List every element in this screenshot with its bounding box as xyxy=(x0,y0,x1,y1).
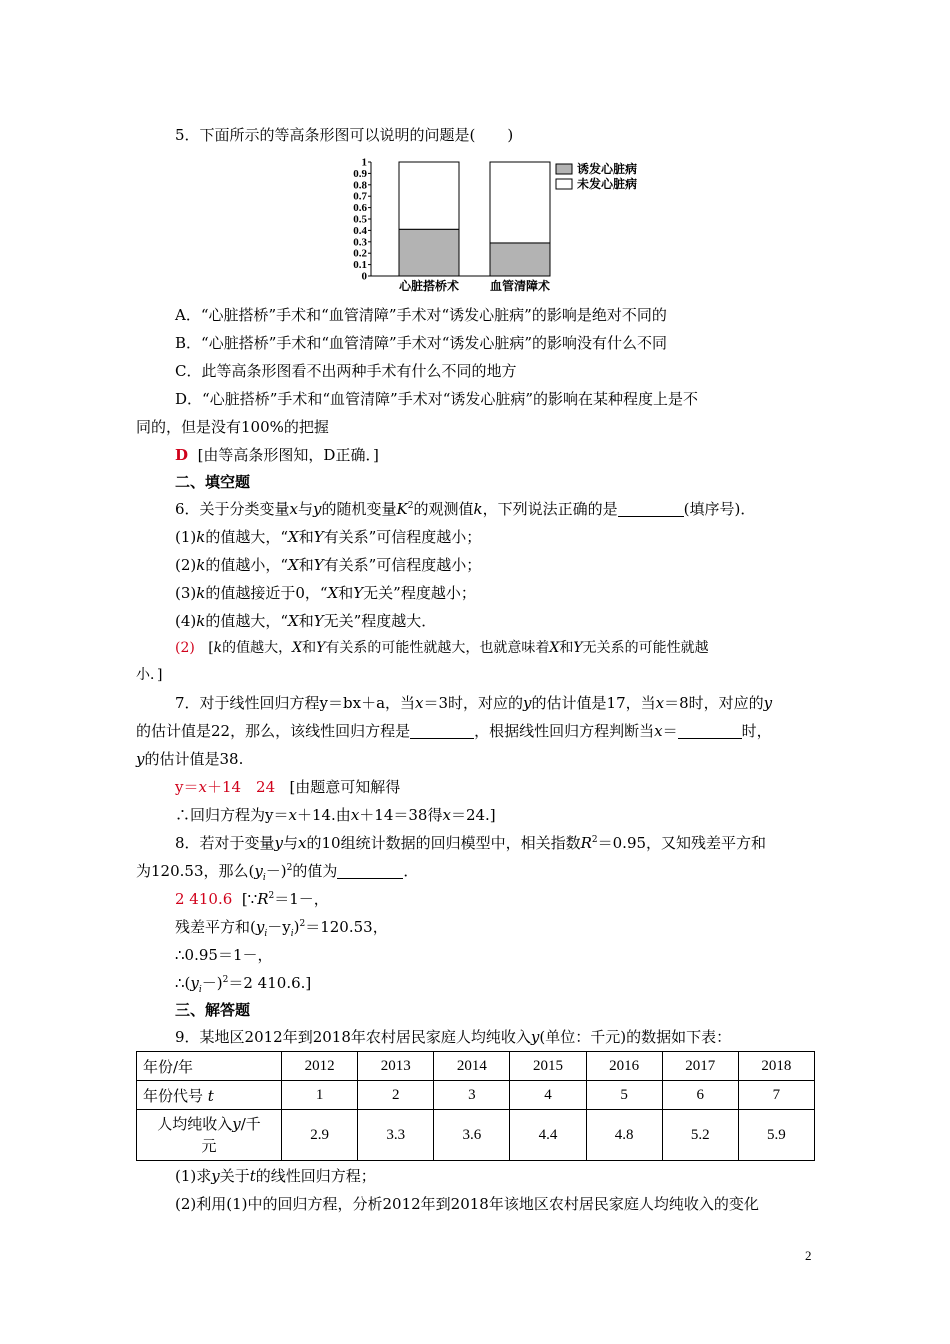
q5-answer: D xyxy=(175,446,189,464)
q5-option-d-line2: 同的，但是没有100%的把握 xyxy=(136,418,329,436)
y-tick-label: 0.4 xyxy=(353,224,367,237)
q6-answer: (2) xyxy=(175,640,195,656)
q8-stem-line1: 8．若对于变量y与x的10组统计数据的回归模型中，相关指数$R^2=0.95$，又知残差平方和 xyxy=(175,834,767,852)
x-tick-label: 心脏搭桥术 xyxy=(398,279,460,293)
legend-swatch xyxy=(556,164,572,174)
q8-answer-line: 2 410.6 [$\because R^2=1-$， xyxy=(175,890,329,908)
table-row xyxy=(137,1081,815,1110)
q7-stem-line1: 7．对于线性回归方程y＝bx＋a，当x＝3时，对应的y的估计值是17，当x＝8时，对应的y xyxy=(175,694,773,712)
table-cell: 2016 xyxy=(586,1052,662,1081)
q8-explanation-2: ∴0.95＝1－， xyxy=(175,946,273,964)
table-cell: 3.3 xyxy=(358,1110,434,1161)
q7-stem-line3: y的估计值是38. xyxy=(136,750,244,768)
q6-blank xyxy=(618,500,684,517)
q7-blank-1 xyxy=(410,722,474,739)
q9-part-2: (2)利用(1)中的回归方程，分析2012年到2018年该地区农村居民家庭人均纯收入的变化 xyxy=(175,1195,759,1213)
y-tick-label: 0.2 xyxy=(353,247,367,260)
table-row xyxy=(137,1110,815,1161)
q9-stem: 9．某地区2012年到2018年农村居民家庭人均纯收入y(单位：千元)的数据如下表： xyxy=(175,1028,732,1046)
table-cell: 2015 xyxy=(510,1052,586,1081)
q6-answer-line: (2) [k的值越大，X和Y有关系的可能性就越大，也就意味着X和Y无关系的可能性就越 xyxy=(175,640,709,656)
bar-segment xyxy=(399,229,459,276)
table-cell: 5 xyxy=(586,1081,662,1110)
q5-option-c: C．此等高条形图看不出两种手术有什么不同的地方 xyxy=(175,362,517,380)
table-cell: 2014 xyxy=(434,1052,510,1081)
bars xyxy=(399,162,550,276)
q5-option-a: A．“心脏搭桥”手术和“血管清障”手术对“诱发心脏病”的影响是绝对不同的 xyxy=(175,306,667,324)
q7-blank-2 xyxy=(678,722,742,739)
y-tick-label: 0.9 xyxy=(353,167,367,180)
q6-item-1: (1)k的值越大，“X和Y有关系”可信程度越小； xyxy=(175,528,482,546)
y-tick-label: 1 xyxy=(361,156,367,169)
y-tick-label: 0.1 xyxy=(353,259,367,272)
q9-part-1: (1)求y关于t的线性回归方程； xyxy=(175,1167,376,1185)
q6-item-2: (2)k的值越小，“X和Y有关系”可信程度越小； xyxy=(175,556,482,574)
table-cell: 2017 xyxy=(662,1052,738,1081)
y-axis-ticks xyxy=(353,157,371,283)
y-tick-label: 0.3 xyxy=(353,236,367,249)
table-cell: 2018 xyxy=(738,1052,814,1081)
q8-blank xyxy=(337,862,403,879)
table-cell: 4.8 xyxy=(586,1110,662,1161)
table-cell: 5.2 xyxy=(662,1110,738,1161)
page-number: 2 xyxy=(805,1248,812,1263)
table-cell: 2012 xyxy=(282,1052,358,1081)
stacked-bar-chart xyxy=(340,152,660,297)
section-fill-in: 二、填空题 xyxy=(175,473,251,491)
q6-stem: 6．关于分类变量x与y的随机变量$K^2$的观测值k，下列说法正确的是 (填序号)． xyxy=(175,500,756,518)
legend-label: 诱发心脏病 xyxy=(577,162,638,176)
table-cell: 7 xyxy=(738,1081,814,1110)
q5-option-d-line1: D．“心脏搭桥”手术和“血管清障”手术对“诱发心脏病”的影响在某种程度上是不 xyxy=(175,390,699,408)
x-tick-label: 血管清障术 xyxy=(489,279,551,293)
q5-stem: 5．下面所示的等高条形图可以说明的问题是( ) xyxy=(175,126,514,144)
table-cell: 4.4 xyxy=(510,1110,586,1161)
q8-stem-line2: 为120.53，那么$(y_i-)^2$的值为 ． xyxy=(136,862,419,883)
table-cell: 6 xyxy=(662,1081,738,1110)
q6-item-4: (4)k的值越大，“X和Y无关”程度越大． xyxy=(175,612,437,630)
q5-option-b: B．“心脏搭桥”手术和“血管清障”手术对“诱发心脏病”的影响没有什么不同 xyxy=(175,334,668,352)
bar-segment xyxy=(399,162,459,229)
row-head-year: 年份/年 xyxy=(137,1052,282,1081)
q6-item-3: (3)k的值越接近于0，“X和Y无关”程度越小； xyxy=(175,584,476,602)
q7-answer-line: y＝x＋14 24 [由题意可知解得 xyxy=(175,778,401,796)
q7-explanation: ∴回归方程为y＝x＋14.由x＋14＝38得x＝24.] xyxy=(175,806,496,824)
q5-answer-line xyxy=(175,445,379,465)
x-axis-labels xyxy=(398,278,550,293)
table-row xyxy=(137,1052,815,1081)
y-tick-label: 0.5 xyxy=(353,213,367,226)
y-tick-label: 0.6 xyxy=(353,202,367,215)
table-cell: 3.6 xyxy=(434,1110,510,1161)
bar-segment xyxy=(490,162,550,243)
legend-swatch xyxy=(556,179,572,189)
table-cell: 4 xyxy=(510,1081,586,1110)
y-tick-label: 0 xyxy=(361,270,367,283)
legend xyxy=(556,161,637,191)
q5-explanation: [由等高条形图知，D正确．] xyxy=(197,446,379,464)
section-solutions: 三、解答题 xyxy=(175,1001,251,1019)
q8-answer: 2 410.6 xyxy=(175,890,233,908)
q7-answer: y＝x＋14 24 xyxy=(175,778,276,796)
row-head-income: 人均纯收入y/千 元 xyxy=(137,1110,282,1161)
legend-label: 未发心脏病 xyxy=(577,177,638,191)
bar-segment xyxy=(490,243,550,276)
table-cell: 2.9 xyxy=(282,1110,358,1161)
table-cell: 2 xyxy=(358,1081,434,1110)
table-cell: 2013 xyxy=(358,1052,434,1081)
row-head-code: 年份代号 t xyxy=(137,1081,282,1110)
q6-explanation-end: 小．] xyxy=(136,667,163,683)
income-table xyxy=(136,1051,815,1161)
q8-explanation-3: $\therefore(y_i-)^2=2$ 410.6.] xyxy=(175,974,312,995)
table-cell: 5.9 xyxy=(738,1110,814,1161)
y-tick-label: 0.8 xyxy=(353,179,367,192)
table-cell: 1 xyxy=(282,1081,358,1110)
y-tick-label: 0.7 xyxy=(353,190,367,203)
table-cell: 3 xyxy=(434,1081,510,1110)
q8-explanation-1: 残差平方和$(y_i-y_i)^2=120.53$， xyxy=(175,918,388,939)
q7-stem-line2: 的估计值是22，那么，该线性回归方程是 ，根据线性回归方程判断当x＝ 时， xyxy=(136,722,772,740)
